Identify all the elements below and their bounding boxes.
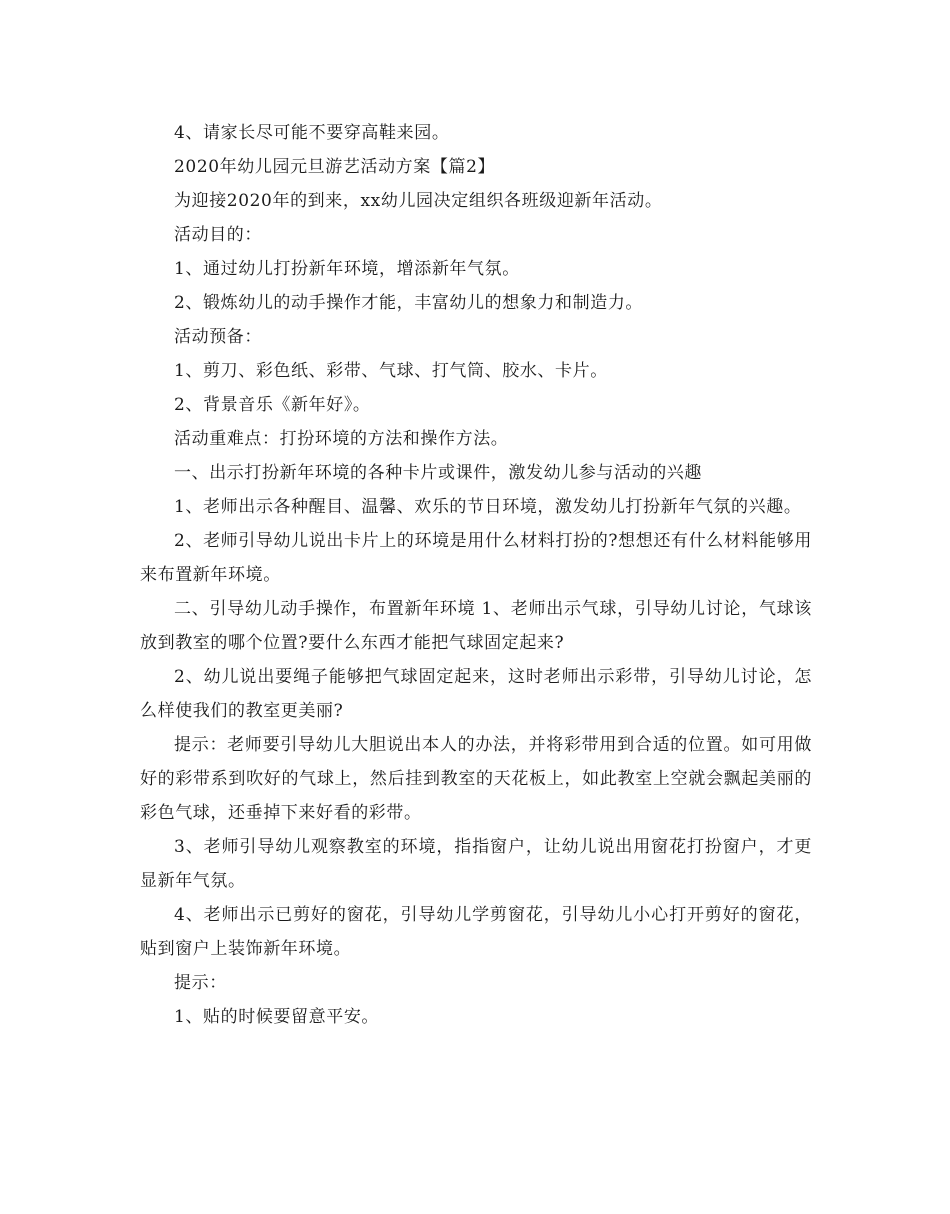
paragraph-1: 4、请家长尽可能不要穿高鞋来园。	[174, 123, 450, 143]
heading-activity-goal: 活动目的：	[174, 225, 262, 245]
paragraph-intro: 为迎接2020年的到来，xx幼儿园决定组织各班级迎新年活动。	[174, 191, 663, 211]
document-body	[140, 116, 812, 1034]
preparation-item-1: 1、剪刀、彩色纸、彩带、气球、打气筒、胶水、卡片。	[174, 361, 608, 381]
step-one-heading: 一、出示打扮新年环境的各种卡片或课件，激发幼儿参与活动的兴趣	[174, 463, 702, 483]
goal-item-1: 1、通过幼儿打扮新年环境，增添新年气氛。	[174, 259, 520, 279]
step-two-item-2: 2、幼儿说出要绳子能够把气球固定起来，这时老师出示彩带，引导幼儿讨论，怎么样使我们的教室更美丽?	[140, 667, 812, 721]
goal-item-2: 2、锻炼幼儿的动手操作才能，丰富幼儿的想象力和制造力。	[174, 293, 644, 313]
step-one-item-2: 2、老师引导幼儿说出卡片上的环境是用什么材料打扮的?想想还有什么材料能够用来布置新年环境。	[140, 531, 812, 585]
preparation-item-2: 2、背景音乐《新年好》。	[174, 395, 371, 415]
tip-item-1: 1、贴的时候要留意平安。	[174, 1007, 380, 1027]
heading-key-points: 活动重难点：打扮环境的方法和操作方法。	[174, 429, 509, 449]
step-one-item-1: 1、老师出示各种醒目、温馨、欢乐的节日环境，激发幼儿打扮新年气氛的兴趣。	[174, 497, 802, 517]
step-two-item-4: 4、老师出示已剪好的窗花，引导幼儿学剪窗花，引导幼儿小心打开剪好的窗花，贴到窗户上装饰新年环境。	[140, 905, 812, 959]
tip-paragraph: 提示：老师要引导幼儿大胆说出本人的办法，并将彩带用到合适的位置。如可用做好的彩带系到吹好的气球上，然后挂到教室的天花板上，如此教室上空就会飘起美丽的彩色气球，还垂掉下来好看的彩带。	[140, 735, 812, 823]
step-two-heading: 二、引导幼儿动手操作，布置新年环境 1、老师出示气球，引导幼儿讨论，气球该放到教室的哪个位置?要什么东西才能把气球固定起来?	[140, 599, 812, 653]
section-heading: 2020年幼儿园元旦游艺活动方案【篇2】	[174, 157, 496, 177]
heading-tips: 提示：	[174, 973, 227, 993]
step-two-item-3: 3、老师引导幼儿观察教室的环境，指指窗户，让幼儿说出用窗花打扮窗户，才更显新年气氛。	[140, 837, 812, 891]
heading-preparation: 活动预备：	[174, 327, 262, 347]
